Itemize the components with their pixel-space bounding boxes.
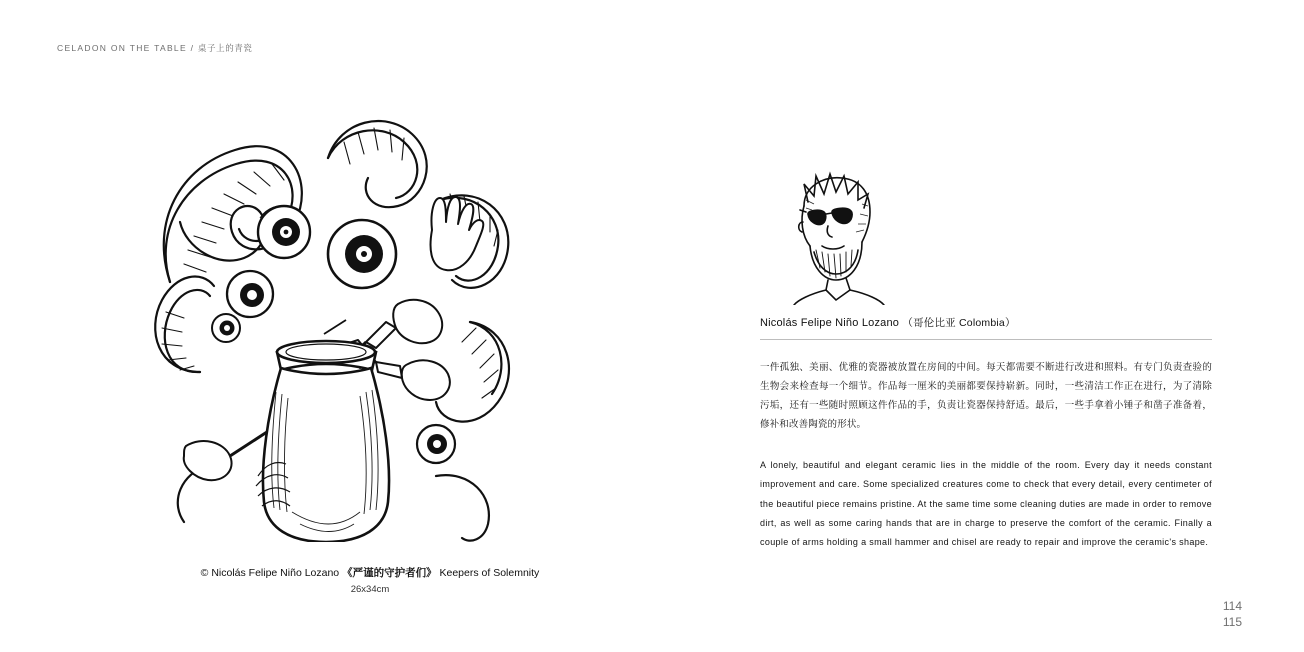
artist-bio-cn: 一件孤独、美丽、优雅的瓷器被放置在房间的中间。每天都需要不断进行改进和照料。有专门负责查验的生物会来检查每一个细节。作品每一厘米的美丽都要保持崭新。同时，一些清洁工作正在进行，为了清除污垢，还有一些随时照顾这件作品的手，负责让瓷器保持舒适。最后，一些手拿着小锤子和凿子准备着，修补和改善陶瓷的形状。 bbox=[760, 362, 1212, 430]
caption-title-en: Keepers of Solemnity bbox=[439, 567, 540, 579]
figure-caption bbox=[140, 565, 600, 598]
running-head-cn: 桌子上的青瓷 bbox=[197, 43, 253, 53]
running-head bbox=[57, 42, 253, 54]
folio-left: 114 bbox=[1222, 598, 1242, 613]
artist-bio-en: A lonely, beautiful and elegant ceramic lies in the middle of the room. Every day it needs constant improvement and care. Some specialized creatures come to check that every detail, every centimeter of the beautiful piece remains pristine. At the same time some cleaning duties are made in order to remove dirt, as well as some caring hands that are in charge to preserve the comfort of the ceramic. Finally a couple of arms holding a small hammer and chisel are ready to repair and improve the ceramic's shape. bbox=[760, 460, 1212, 548]
eyeball-large bbox=[258, 206, 310, 258]
folio-right: 115 bbox=[1222, 614, 1242, 629]
artist-portrait bbox=[760, 160, 1212, 305]
artist-portrait-illustration bbox=[770, 160, 900, 305]
artist-name-text: Nicolás Felipe Niño Lozano bbox=[760, 317, 900, 329]
running-head-en: CELADON ON THE TABLE / bbox=[57, 43, 195, 53]
caption-dimensions: 26x34cm bbox=[350, 584, 390, 596]
page-numbers bbox=[1223, 598, 1242, 630]
artwork-figure bbox=[140, 72, 520, 542]
caption-credit: © Nicolás Felipe Niño Lozano bbox=[200, 567, 340, 579]
artist-panel bbox=[760, 160, 1212, 562]
caption-title-cn: 《严谨的守护者们》 bbox=[342, 567, 437, 579]
artist-name bbox=[760, 315, 1212, 340]
keepers-of-solemnity-illustration bbox=[140, 72, 520, 542]
artist-country: （哥伦比亚 Colombia） bbox=[902, 317, 1016, 329]
